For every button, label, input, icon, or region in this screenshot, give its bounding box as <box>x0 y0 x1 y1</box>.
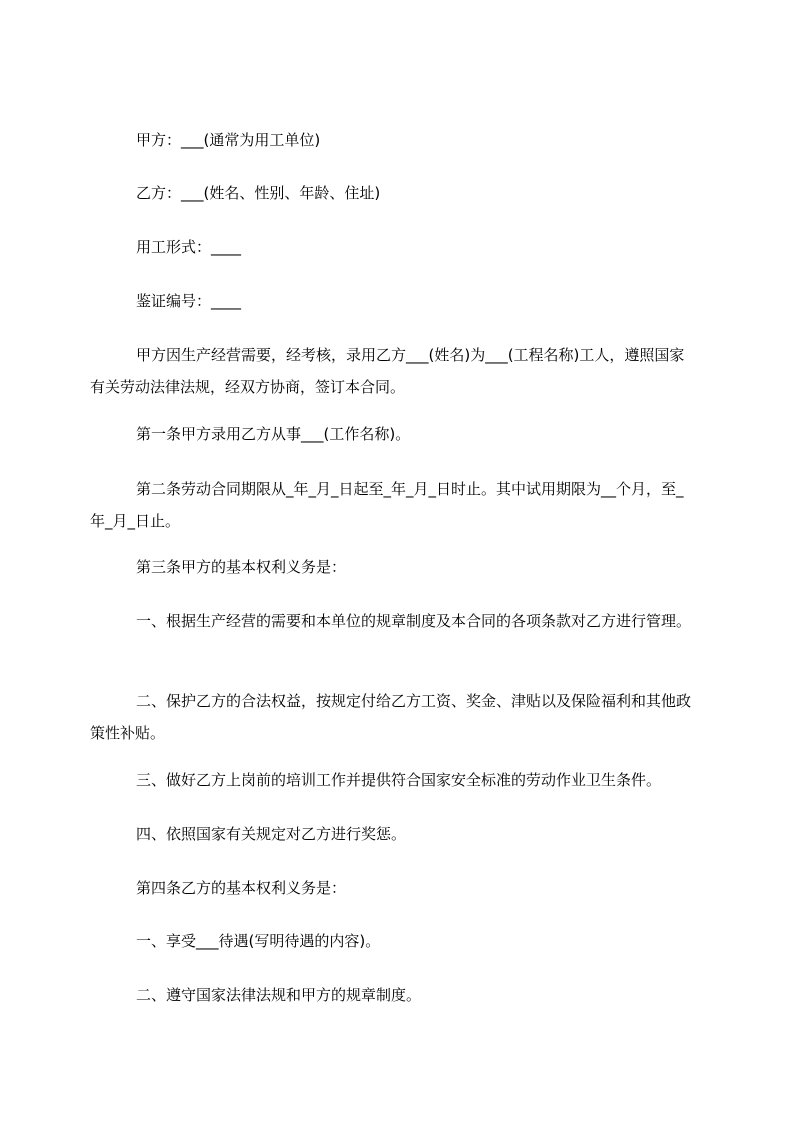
verification-number-line: 鉴证编号：____ <box>136 292 242 310</box>
article-2-paragraph: 第二条劳动合同期限从_年_月_日起至_年_月_日时止。其中试用期限为__个月，至_年_月_日止。 <box>90 480 684 530</box>
article-4-heading: 第四条乙方的基本权利义务是： <box>136 879 347 897</box>
article-3-item-2: 二、保护乙方的合法权益，按规定付给乙方工资、奖金、津贴以及保险福利和其他政策性补贴。 <box>90 692 692 742</box>
article-3-item-4: 四、依照国家有关规定对乙方进行奖惩。 <box>136 825 407 843</box>
article-4-item-1: 一、享受___待遇(写明待遇的内容)。 <box>136 932 381 950</box>
article-3-item-3: 三、做好乙方上岗前的培训工作并提供符合国家安全标准的劳动作业卫生条件。 <box>136 771 662 789</box>
employment-form-line: 用工形式：____ <box>136 238 242 256</box>
article-4-item-2: 二、遵守国家法律法规和甲方的规章制度。 <box>136 986 422 1004</box>
party-a-line: 甲方：___(通常为用工单位) <box>136 131 321 149</box>
party-b-line: 乙方：___(姓名、性别、年龄、住址) <box>136 184 381 202</box>
article-3-heading: 第三条甲方的基本权利义务是： <box>136 558 347 576</box>
article-1-paragraph: 第一条甲方录用乙方从事___(工作名称)。 <box>136 425 411 443</box>
article-3-item-1: 一、根据生产经营的需要和本单位的规章制度及本合同的各项条款对乙方进行管理。 <box>136 612 692 630</box>
contract-intro-paragraph: 甲方因生产经营需要，经考核，录用乙方___(姓名)为___(工程名称)工人，遵照国家有关劳动法律法规，经双方协商，签订本合同。 <box>90 346 685 396</box>
